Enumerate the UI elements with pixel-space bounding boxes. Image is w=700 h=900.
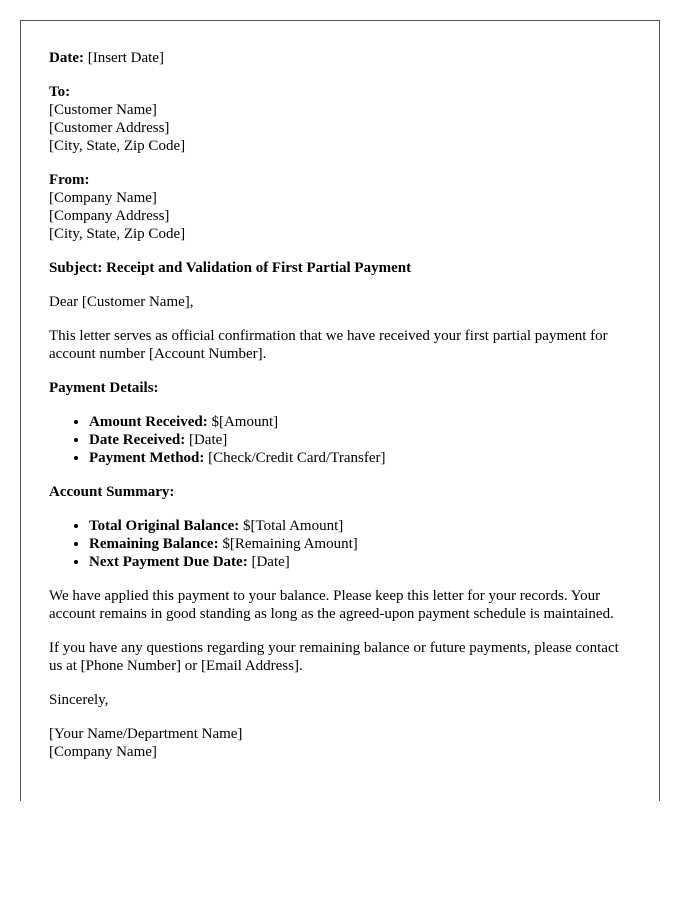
account-summary-heading — [49, 483, 631, 501]
date-line — [49, 49, 631, 67]
list-item-label: Amount Received: — [89, 414, 208, 430]
list-item-label: Remaining Balance: — [89, 536, 219, 552]
subject-text: Subject: Receipt and Validation of First Partial Payment — [49, 260, 412, 276]
signature-block — [49, 725, 631, 761]
list-item-label: Date Received: — [89, 432, 186, 448]
closing: Sincerely, — [49, 692, 109, 708]
recipient-block — [49, 83, 631, 155]
list-item — [89, 535, 631, 553]
recipient-city: [City, State, Zip Code] — [49, 138, 186, 154]
list-item-value: $[Remaining Amount] — [218, 536, 358, 552]
recipient-address: [Customer Address] — [49, 120, 170, 136]
payment-details-heading-text: Payment Details: — [49, 380, 159, 396]
sender-block — [49, 171, 631, 243]
payment-details-heading — [49, 379, 631, 397]
list-item-label: Total Original Balance: — [89, 518, 240, 534]
sender-name: [Company Name] — [49, 190, 157, 206]
letter-content — [49, 49, 631, 777]
intro-paragraph: This letter serves as official confirmation that we have received your first partial payment for account number [Account Number]. — [49, 328, 608, 362]
list-item — [89, 431, 631, 449]
list-item — [89, 517, 631, 535]
date-label: Date: — [49, 50, 84, 66]
list-item — [89, 553, 631, 571]
payment-details-list — [49, 413, 631, 467]
body-paragraph-1: We have applied this payment to your balance. Please keep this letter for your records. Your account remains in good standing as long as the agreed-upon payment schedule is maintained. — [49, 588, 614, 622]
letter-page — [20, 20, 660, 801]
list-item-value: $[Total Amount] — [239, 518, 344, 534]
body-paragraph-2: If you have any questions regarding your remaining balance or future payments, please contact us at [Phone Number] or [Email Address]. — [49, 640, 619, 674]
list-item-label: Payment Method: — [89, 450, 205, 466]
recipient-name: [Customer Name] — [49, 102, 157, 118]
subject-line — [49, 259, 631, 277]
account-summary-heading-text: Account Summary: — [49, 484, 175, 500]
list-item-value: [Date] — [247, 554, 290, 570]
sender-city: [City, State, Zip Code] — [49, 226, 186, 242]
salutation: Dear [Customer Name], — [49, 294, 194, 310]
list-item-value: $[Amount] — [207, 414, 279, 430]
list-item — [89, 413, 631, 431]
to-label: To: — [49, 84, 71, 100]
date-value: [Insert Date] — [83, 50, 164, 66]
account-summary-list — [49, 517, 631, 571]
from-label: From: — [49, 172, 90, 188]
list-item-value: [Date] — [185, 432, 228, 448]
list-item — [89, 449, 631, 467]
sender-address: [Company Address] — [49, 208, 170, 224]
list-item-value: [Check/Credit Card/Transfer] — [204, 450, 386, 466]
signature-name: [Your Name/Department Name] — [49, 726, 243, 742]
list-item-label: Next Payment Due Date: — [89, 554, 248, 570]
signature-company: [Company Name] — [49, 744, 157, 760]
